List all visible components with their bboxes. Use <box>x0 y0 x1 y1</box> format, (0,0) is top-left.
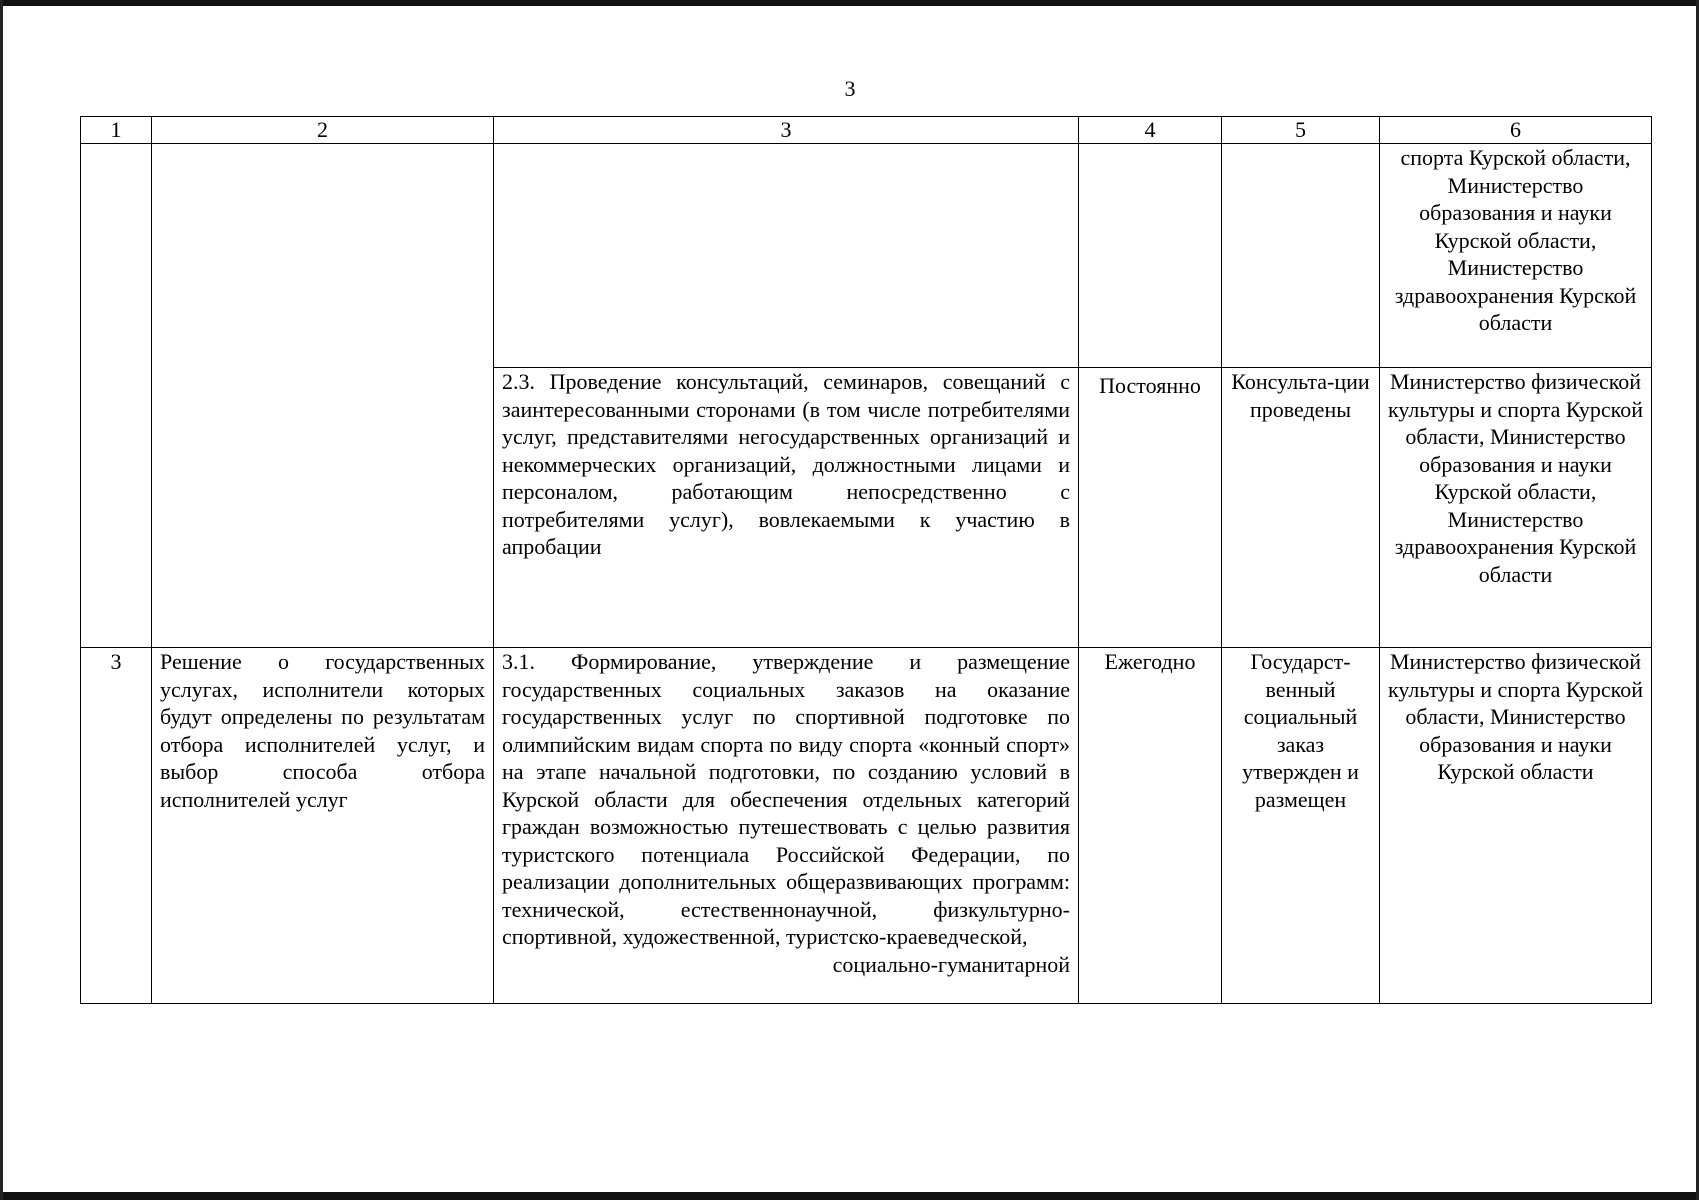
column-header-2: 2 <box>152 117 494 144</box>
continued-responsible-cell: спорта Курской области, Министерство образования и науки Курской области, Министерство здравоохранения Курской области <box>1380 144 1652 368</box>
page-number: 3 <box>844 76 856 101</box>
row2-number-cell <box>81 144 152 648</box>
column-header-3: 3 <box>494 117 1079 144</box>
column-header-1: 1 <box>81 117 152 144</box>
column-header-4: 4 <box>1079 117 1222 144</box>
scan-border-left <box>0 0 3 1200</box>
measure-3-1-result: Государст-венный социальный заказ утвержден и размещен <box>1222 648 1380 1004</box>
measure-2-3-result: Консульта-ции проведены <box>1222 368 1380 648</box>
table-row <box>81 648 1652 1004</box>
column-header-6: 6 <box>1380 117 1652 144</box>
scan-border-top <box>0 0 1699 6</box>
plan-table <box>80 116 1652 1004</box>
row3-title-cell: Решение о государственных услугах, исполнители которых будут определены по результатам отбора исполнителей услуг, и выбор способа отбора исполнителей услуг <box>152 648 494 1004</box>
measure-3-1-text-end: социально-гуманитарной <box>832 951 1070 977</box>
continued-result-cell <box>1222 144 1380 368</box>
table-header-row <box>81 117 1652 144</box>
measure-2-3-cell: 2.3. Проведение консультаций, семинаров, совещаний с заинтересованными сторонами (в том числе потребителями услуг, представителями негосударственных организаций и некоммерческих организаций, должностными лицами и персоналом, работающим непосредственно с потребителями услуг), вовлекаемыми к участию в апробации <box>494 368 1079 648</box>
measure-3-1-deadline: Ежегодно <box>1079 648 1222 1004</box>
row2-title-cell <box>152 144 494 648</box>
row3-number-cell: 3 <box>81 648 152 1004</box>
column-header-5: 5 <box>1222 117 1380 144</box>
measure-3-1-text: 3.1. Формирование, утверждение и размещение государственных социальных заказов на оказание государственных услуг по спортивной подготовке по олимпийским видам спорта по виду спорта «конный спорт» на этапе начальной подготовки, по созданию условий в Курской области для обеспечения отдельных категорий граждан возможностью путешествовать с целью развития туристского потенциала Российской Федерации, по реализации дополнительных общеразвивающих программ: технической, естественнонаучной, физкультурно-спортивной, художественной, туристско-краеведческой, <box>502 649 1070 949</box>
continued-deadline-cell <box>1079 144 1222 368</box>
measure-3-1-responsible: Министерство физической культуры и спорта Курской области, Министерство образования и науки Курской области <box>1380 648 1652 1004</box>
measure-2-3-responsible: Министерство физической культуры и спорта Курской области, Министерство образования и науки Курской области, Министерство здравоохранения Курской области <box>1380 368 1652 648</box>
continued-measure-cell <box>494 144 1079 368</box>
measure-3-1-cell <box>494 648 1079 1004</box>
scan-border-bottom <box>0 1192 1699 1200</box>
measure-2-3-deadline: Постоянно <box>1079 368 1222 648</box>
table-row <box>81 144 1652 368</box>
